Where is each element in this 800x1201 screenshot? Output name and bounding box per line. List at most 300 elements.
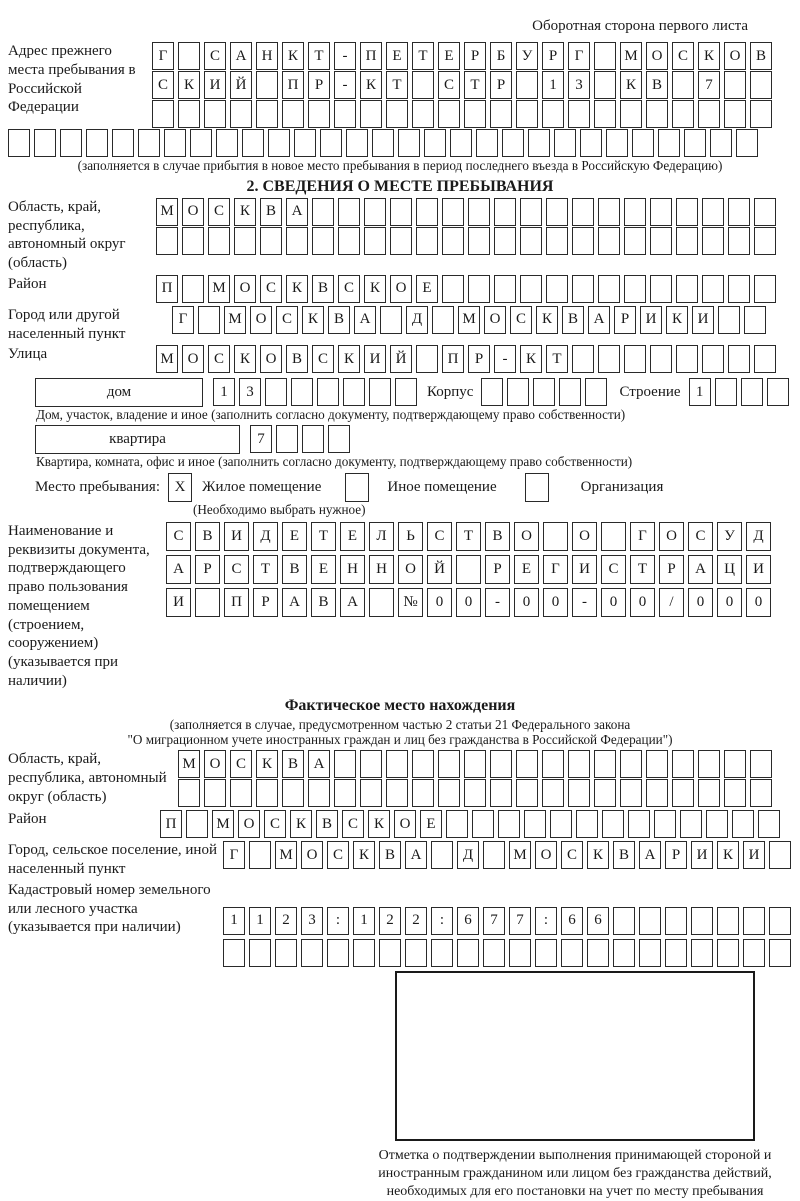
char-box [112,129,134,157]
char-box [613,907,635,935]
char-box: О [234,275,256,303]
char-box [520,198,542,226]
char-box: Т [456,522,481,551]
char-box: С [230,750,252,778]
char-box [442,275,464,303]
char-box [230,100,252,128]
char-box [386,750,408,778]
char-box: К [302,306,324,334]
char-box: Т [464,71,486,99]
char-box: 2 [405,907,427,935]
option-residential-label: Жилое помещение [202,479,322,496]
char-box: Б [490,42,512,70]
char-box: К [536,306,558,334]
char-box [724,71,746,99]
char-box: П [442,345,464,373]
char-box: О [394,810,416,838]
document-row-1 [166,522,792,551]
char-box: Е [514,555,539,584]
char-box [698,779,720,807]
char-box: 0 [630,588,655,617]
char-box: М [156,198,178,226]
char-box [265,378,287,406]
char-box [456,555,481,584]
option-organization-label: Организация [580,479,664,496]
char-box [412,100,434,128]
char-box: С [312,345,334,373]
char-box [632,129,654,157]
district-label: Район [8,275,47,292]
char-box: А [354,306,376,334]
char-box [706,810,728,838]
char-box: № [398,588,423,617]
char-box [457,939,479,967]
char-box: С [204,42,226,70]
char-box [468,275,490,303]
char-box [483,841,505,869]
char-box [438,779,460,807]
char-box: Т [630,555,655,584]
char-box [386,779,408,807]
char-box: П [224,588,249,617]
char-box [86,129,108,157]
char-box [717,907,739,935]
char-box [178,779,200,807]
char-box: М [212,810,234,838]
char-box [416,345,438,373]
actual-location-title: Фактическое место нахождения [284,696,516,714]
char-box: Г [543,555,568,584]
char-box: Е [340,522,365,551]
char-box: С [276,306,298,334]
char-box [601,522,626,551]
char-box: Г [172,306,194,334]
char-box [680,810,702,838]
char-box: Ь [398,522,423,551]
char-box [260,227,282,255]
char-box [587,939,609,967]
char-box: - [334,42,356,70]
char-box [750,71,772,99]
char-box [676,275,698,303]
char-box [490,750,512,778]
char-box: Д [406,306,428,334]
prev-address-label: Адрес прежнего места пребывания в Российской Федерации [8,43,136,116]
char-box [628,810,650,838]
char-box [758,810,780,838]
korpus-boxes [481,378,607,406]
char-box [546,275,568,303]
char-box [190,129,212,157]
char-box: - [334,71,356,99]
char-box: 3 [239,378,261,406]
char-box: Е [311,555,336,584]
char-box [360,779,382,807]
char-box: С [166,522,191,551]
char-box [702,227,724,255]
char-box [676,198,698,226]
char-box: И [204,71,226,99]
char-box [520,227,542,255]
actual-city-row [223,841,792,869]
char-box [338,227,360,255]
apartment-widebox: квартира [35,425,240,454]
char-box: Е [420,810,442,838]
char-box: А [588,306,610,334]
char-box [152,100,174,128]
field-actual-region [8,750,792,808]
char-box: 0 [427,588,452,617]
city-row [172,306,792,334]
char-box: В [328,306,350,334]
char-box [572,275,594,303]
char-box [502,129,524,157]
house-row [35,378,792,407]
char-box: В [562,306,584,334]
char-box [8,129,30,157]
house-number-boxes [213,378,417,406]
char-box [490,100,512,128]
document-row-2 [166,555,792,584]
apartment-row [35,425,792,454]
char-box [468,227,490,255]
char-box [715,378,737,406]
char-box [438,750,460,778]
char-box [390,227,412,255]
char-box: 7 [509,907,531,935]
district-row [156,275,792,303]
char-box [658,129,680,157]
char-box [282,779,304,807]
char-box [750,100,772,128]
char-box: Н [369,555,394,584]
char-box: Й [230,71,252,99]
char-box: Р [490,71,512,99]
char-box [138,129,160,157]
char-box: К [234,198,256,226]
char-box: 1 [213,378,235,406]
char-box [301,939,323,967]
char-box [598,227,620,255]
char-box [312,198,334,226]
char-box [312,227,334,255]
char-box [728,275,750,303]
char-box [405,939,427,967]
char-box [767,378,789,406]
char-box: Т [546,345,568,373]
stay-type-row [35,473,792,502]
char-box: - [572,588,597,617]
char-box [412,71,434,99]
char-box [728,198,750,226]
char-box [446,810,468,838]
char-box: О [250,306,272,334]
char-box: К [353,841,375,869]
char-box [624,227,646,255]
char-box: 0 [514,588,539,617]
char-box [282,100,304,128]
house-widebox: дом [35,378,203,407]
char-box [542,750,564,778]
char-box: П [360,42,382,70]
actual-district-label: Район [8,811,47,828]
char-box: В [646,71,668,99]
char-box [639,907,661,935]
char-box [606,129,628,157]
char-box [698,100,720,128]
char-box [650,198,672,226]
char-box: П [282,71,304,99]
char-box: 1 [353,907,375,935]
char-box: О [572,522,597,551]
document-row-3 [166,588,792,617]
cadastral-row-1 [223,907,792,935]
char-box [754,198,776,226]
char-box [620,100,642,128]
char-box [672,100,694,128]
char-box: С [327,841,349,869]
char-box [546,227,568,255]
char-box: - [494,345,516,373]
char-box: К [620,71,642,99]
char-box [620,750,642,778]
char-box: М [275,841,297,869]
char-box [223,939,245,967]
char-box: И [364,345,386,373]
char-box [198,306,220,334]
char-box [550,810,572,838]
char-box [520,275,542,303]
char-box: Е [416,275,438,303]
char-box: К [587,841,609,869]
char-box: Р [464,42,486,70]
char-box: Н [340,555,365,584]
char-box: А [286,198,308,226]
char-box [308,779,330,807]
char-box: С [260,275,282,303]
char-box: Т [386,71,408,99]
char-box [559,378,581,406]
char-box: Р [659,555,684,584]
char-box [242,129,264,157]
char-box [346,129,368,157]
char-box [672,71,694,99]
char-box [334,779,356,807]
char-box [769,907,791,935]
char-box: У [516,42,538,70]
char-box [442,198,464,226]
char-box: А [282,588,307,617]
char-box: Т [308,42,330,70]
char-box: 1 [223,907,245,935]
char-box [646,100,668,128]
char-box [702,345,724,373]
char-box: Т [412,42,434,70]
char-box: 6 [561,907,583,935]
char-box [533,378,555,406]
char-box [182,275,204,303]
char-box [416,198,438,226]
prev-address-row-1 [152,42,792,70]
char-box [743,939,765,967]
char-box: П [156,275,178,303]
char-box [468,198,490,226]
char-box: С [342,810,364,838]
char-box: В [195,522,220,551]
char-box: С [672,42,694,70]
char-box [498,810,520,838]
char-box [343,378,365,406]
char-box: П [160,810,182,838]
char-box: О [646,42,668,70]
char-box [416,227,438,255]
actual-district-row [160,810,792,838]
char-box: К [364,275,386,303]
char-box: И [692,306,714,334]
char-box: С [264,810,286,838]
char-box: И [640,306,662,334]
field-document [8,522,792,691]
char-box [294,129,316,157]
city-label: Город или другой населенный пункт [8,306,126,342]
checkbox-organization [525,473,549,502]
stay-type-note: (Необходимо выбрать нужное) [193,502,366,518]
char-box: 2 [275,907,297,935]
char-box [379,939,401,967]
char-box [542,779,564,807]
char-box: К [286,275,308,303]
char-box [268,129,290,157]
char-box: А [405,841,427,869]
char-box [572,198,594,226]
char-box: М [620,42,642,70]
char-box: С [438,71,460,99]
char-box: 0 [601,588,626,617]
char-box [718,306,740,334]
option-other-premises-label: Иное помещение [387,479,497,496]
char-box: К [282,42,304,70]
char-box [472,810,494,838]
char-box: О [182,198,204,226]
char-box: М [458,306,480,334]
char-box: : [327,907,349,935]
char-box [364,198,386,226]
char-box [476,129,498,157]
char-box: О [724,42,746,70]
char-box [741,378,763,406]
field-prev-address [8,42,792,129]
char-box: Р [665,841,687,869]
char-box [275,939,297,967]
char-box: О [182,345,204,373]
char-box: В [316,810,338,838]
char-box: М [178,750,200,778]
char-box: В [485,522,510,551]
char-box [438,100,460,128]
char-box [286,227,308,255]
field-street [8,345,792,374]
char-box: В [282,750,304,778]
char-box: М [208,275,230,303]
char-box [702,275,724,303]
char-box [390,198,412,226]
field-region [8,198,792,273]
char-box [650,275,672,303]
char-box: К [520,345,542,373]
char-box [481,378,503,406]
actual-region-row-2 [178,779,792,807]
char-box: 7 [698,71,720,99]
field-actual-city [8,841,792,879]
char-box [364,227,386,255]
actual-location-note-2: "О миграционном учете иностранных граждан и лиц без гражданства в Российской Федерации") [127,732,673,748]
char-box [412,750,434,778]
char-box [327,939,349,967]
char-box: Р [614,306,636,334]
char-box [372,129,394,157]
char-box: О [398,555,423,584]
char-box [646,779,668,807]
page-corner-note: Оборотная сторона первого листа [532,18,748,34]
char-box: С [601,555,626,584]
char-box [594,750,616,778]
char-box: В [379,841,401,869]
checkbox-other-premises [345,473,369,502]
char-box: А [166,555,191,584]
char-box: Р [485,555,510,584]
char-box [568,779,590,807]
char-box: И [691,841,713,869]
char-box: 7 [250,425,272,453]
char-box [602,810,624,838]
char-box [431,939,453,967]
char-box [178,42,200,70]
char-box: К [178,71,200,99]
char-box: / [659,588,684,617]
char-box [665,939,687,967]
char-box [195,588,220,617]
char-box [490,779,512,807]
document-label: Наименование и реквизиты документа, подтверждающего право пользования помещением (строением, сооружением) (указывается при наличии) [8,522,150,689]
char-box: - [485,588,510,617]
char-box [744,306,766,334]
cadastral-label: Кадастровый номер земельного или лесного участка (указывается при наличии) [8,881,211,936]
char-box [334,750,356,778]
char-box [665,907,687,935]
char-box: 0 [717,588,742,617]
char-box [542,100,564,128]
stay-type-label: Место пребывания: [35,479,160,496]
char-box: 0 [746,588,771,617]
char-box: И [572,555,597,584]
apartment-boxes [250,425,350,453]
char-box [698,750,720,778]
char-box [732,810,754,838]
char-box [594,42,616,70]
prev-address-row-4 [8,129,792,157]
char-box: К [368,810,390,838]
actual-location-note-1: (заполняется в случае, предусмотренном частью 2 статьи 21 Федерального закона [169,716,631,732]
char-box: И [743,841,765,869]
char-box [360,750,382,778]
char-box: К [338,345,360,373]
region-row-2 [156,227,792,255]
field-city [8,306,792,344]
stroenie-boxes [689,378,789,406]
char-box [728,227,750,255]
char-box [676,227,698,255]
char-box [676,345,698,373]
